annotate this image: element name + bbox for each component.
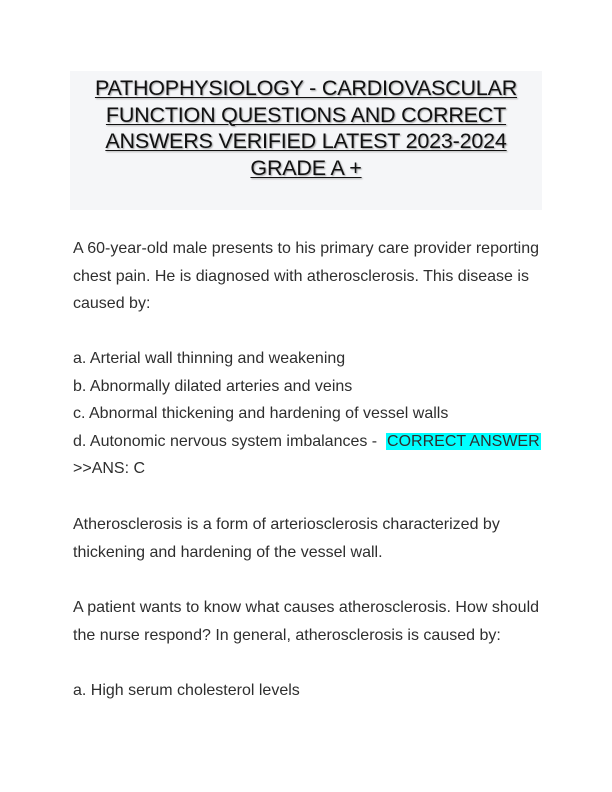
document-title <box>70 75 542 181</box>
q1-rationale-line-2: thickening and hardening of the vessel wall. <box>73 543 383 561</box>
q1-stem-line-3: caused by: <box>73 295 151 312</box>
q1-option-d: d. Autonomic nervous system imbalances - <box>73 432 382 450</box>
question-1-stem <box>73 235 548 318</box>
title-line-1: PATHOPHYSIOLOGY - CARDIOVASCULAR <box>94 76 518 100</box>
q1-answer: >>ANS: C <box>73 460 146 477</box>
q1-option-d-row <box>73 428 548 456</box>
title-line-2: FUNCTION QUESTIONS AND CORRECT <box>105 102 507 127</box>
q1-option-b: b. Abnormally dilated arteries and veins <box>73 377 353 395</box>
q1-rationale-line-1: Atherosclerosis is a form of arteriosclerosis characterized by <box>73 516 500 533</box>
correct-answer-highlight: CORRECT ANSWER <box>387 432 540 450</box>
q2-option-a: a. High serum cholesterol levels <box>73 682 300 699</box>
question-1-options <box>73 345 548 483</box>
q1-option-c: c. Abnormal thickening and hardening of vessel walls <box>73 405 449 422</box>
title-line-3: ANSWERS VERIFIED LATEST 2023-2024 <box>105 129 507 153</box>
q1-stem-line-2: chest pain. He is diagnosed with atherosclerosis. This disease is <box>73 267 529 285</box>
question-2-options <box>73 677 548 705</box>
q1-option-a: a. Arterial wall thinning and weakening <box>73 350 346 367</box>
title-box <box>70 71 542 210</box>
question-1-rationale <box>73 511 548 566</box>
q2-stem-line-2: the nurse respond? In general, atherosclerosis is caused by: <box>73 626 501 644</box>
title-line-4: GRADE A + <box>250 155 362 180</box>
q1-stem-line-1: A 60-year-old male presents to his primary care provider reporting <box>73 240 539 257</box>
q2-stem-line-1: A patient wants to know what causes atherosclerosis. How should <box>73 599 540 616</box>
question-2-stem <box>73 594 548 649</box>
